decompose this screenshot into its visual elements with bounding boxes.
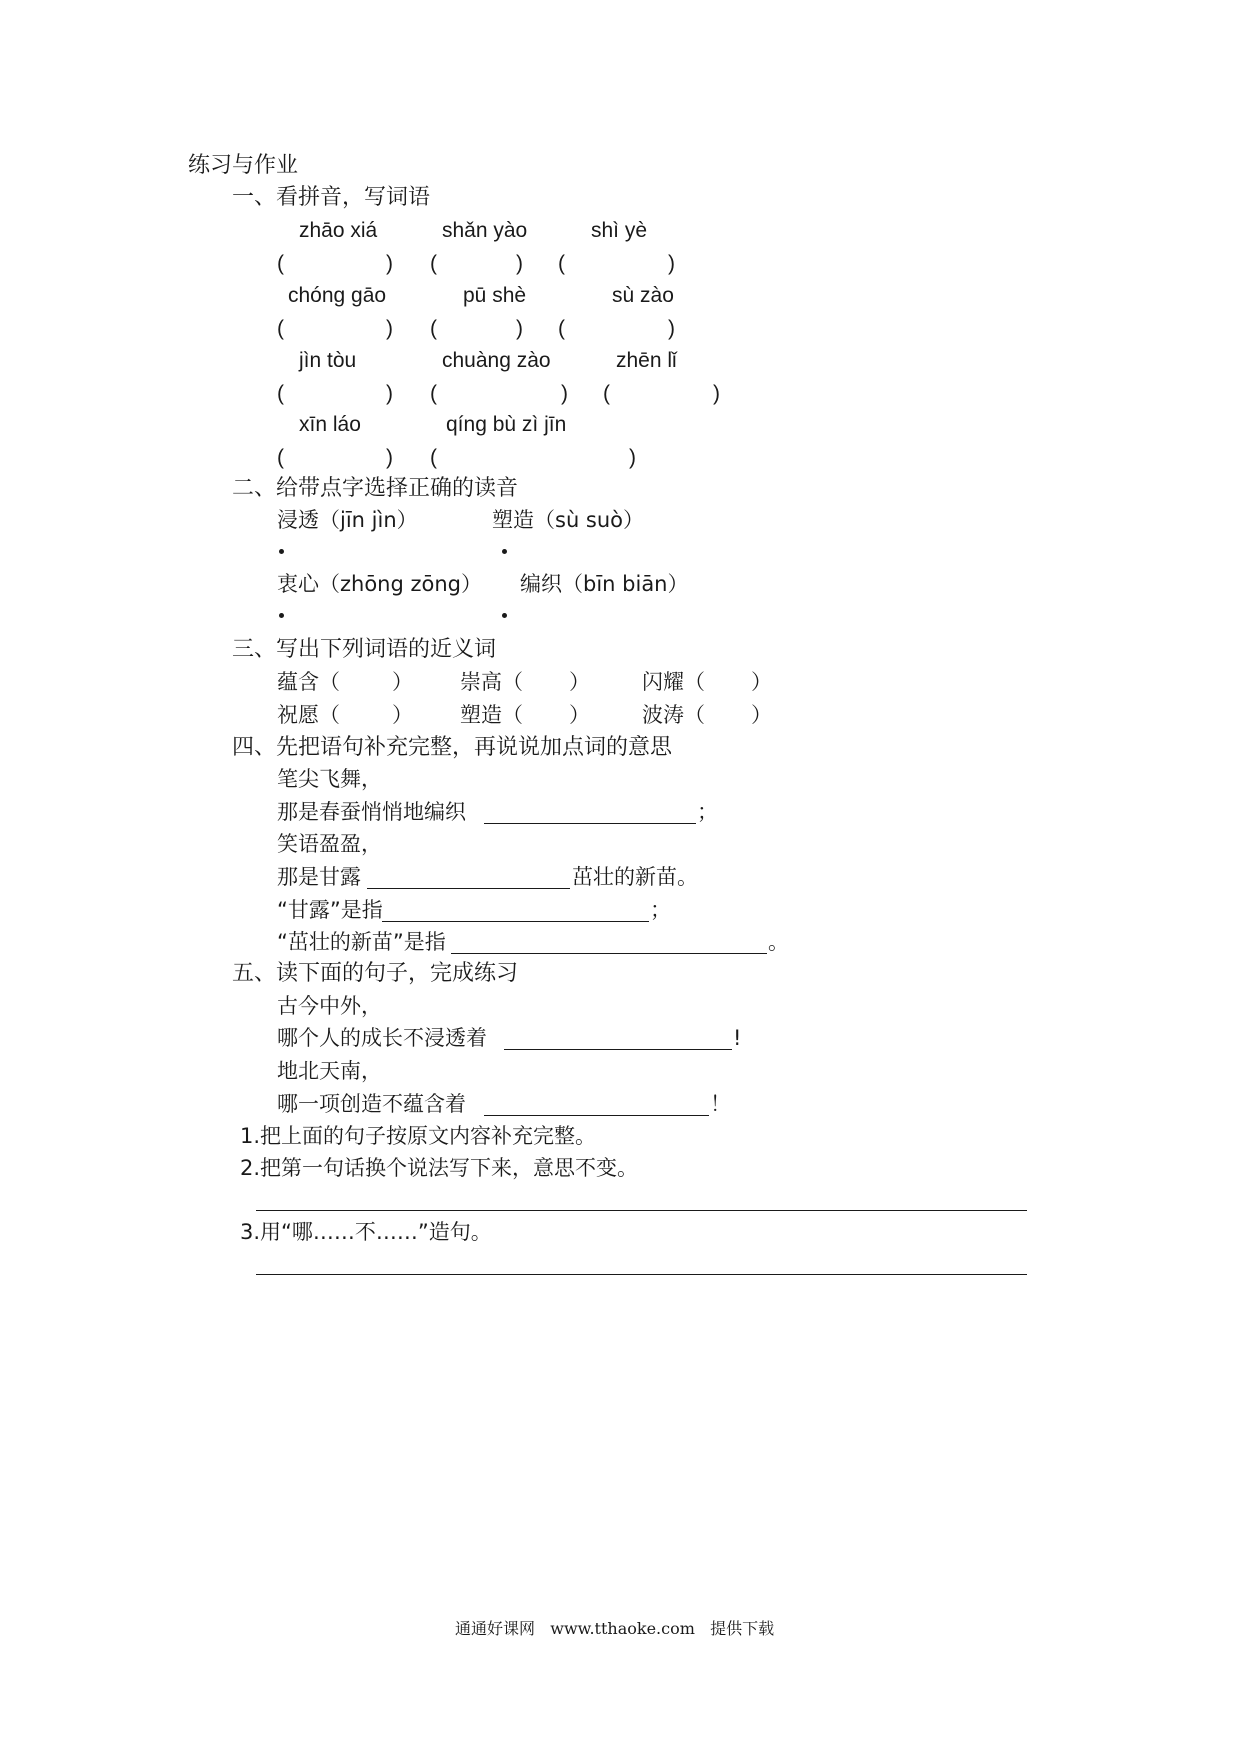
synonym-item: 祝愿（ ） [277,703,413,727]
fill-blank[interactable] [504,1049,732,1050]
fill-blank[interactable] [484,823,696,824]
synonym-item: 闪耀（ ） [642,670,772,694]
poem-punct: 。 [768,930,789,954]
reading-choice-item: 浸透（jīn jìn） [277,508,418,532]
answer-line[interactable] [256,1274,1027,1275]
pinyin-item: chuàng zào [442,349,551,372]
poem-punct: ! [733,1026,742,1050]
emphasis-dot [502,549,507,554]
poem-punct: ； [697,800,718,824]
reading-choice-item: 衷心（zhōng zōng） [277,572,483,596]
poem-punct: ； [650,898,671,922]
answer-paren-open: ( [277,252,284,275]
poem-line: 那是甘露 [277,865,361,889]
question-line: “茁壮的新苗”是指 [277,930,446,954]
synonym-word: 闪耀 [642,670,684,694]
fill-blank[interactable] [382,921,649,922]
question-item: 2.把第一句话换个说法写下来，意思不变。 [240,1156,639,1180]
section2-heading: 二、给带点字选择正确的读音 [232,476,519,501]
section1-heading: 一、看拼音，写词语 [232,185,431,210]
answer-paren-close: ) [668,252,675,275]
pinyin-item: shì yè [591,219,648,242]
answer-paren-open: ( [430,382,437,405]
answer-paren-open: ( [558,252,565,275]
poem-line-tail: 茁壮的新苗。 [572,865,698,889]
answer-paren-close: ) [668,317,675,340]
pinyin-item: sù zào [612,284,674,307]
page-title: 练习与作业 [188,153,299,178]
section4-heading: 四、先把语句补充完整，再说说加点词的意思 [232,735,673,760]
pinyin-item: xīn láo [299,413,361,436]
answer-line[interactable] [256,1210,1027,1211]
answer-paren-open: ( [277,317,284,340]
pinyin-item: shǎn yào [442,219,528,242]
question-item: 1.把上面的句子按原文内容补充完整。 [240,1124,597,1148]
answer-paren-open: ( [277,382,284,405]
answer-paren-open: ( [430,252,437,275]
synonym-word: 塑造 [460,703,502,727]
pinyin-item: pū shè [463,284,527,307]
poem-line: 古今中外， [277,994,382,1018]
answer-paren-open: ( [277,446,284,469]
answer-paren-close: ) [516,317,523,340]
section5-heading: 五、读下面的句子，完成练习 [232,961,519,986]
poem-punct: ！ [710,1092,731,1116]
synonym-item: 塑造（ ） [460,703,590,727]
synonym-item: 崇高（ ） [460,670,590,694]
answer-paren-open: ( [603,382,610,405]
question-item: 3.用“哪……不……”造句。 [240,1220,492,1244]
pinyin-item: chóng gāo [288,284,387,307]
pinyin-item: qíng bù zì jīn [446,413,567,436]
pinyin-item: zhēn lǐ [616,349,677,372]
emphasis-dot [279,613,284,618]
footer-credit: 通通好课网 www.tthaoke.com 提供下载 [455,1619,775,1638]
poem-line: 笑语盈盈， [277,832,382,856]
emphasis-dot [502,613,507,618]
answer-paren-close: ) [386,446,393,469]
synonym-word: 祝愿 [277,703,319,727]
answer-paren-close: ) [386,317,393,340]
synonym-item: 波涛（ ） [642,703,772,727]
synonym-item: 蕴含（ ） [277,670,413,694]
emphasis-dot [279,549,284,554]
section3-heading: 三、写出下列词语的近义词 [232,637,497,662]
question-line: “甘露”是指 [277,898,383,922]
answer-paren-close: ) [386,382,393,405]
answer-paren-close: ) [713,382,720,405]
pinyin-item: jìn tòu [299,349,357,372]
answer-paren-open: ( [430,317,437,340]
fill-blank[interactable] [484,1115,709,1116]
synonym-word: 崇高 [460,670,502,694]
answer-paren-close: ) [629,446,636,469]
answer-paren-close: ) [386,252,393,275]
answer-paren-open: ( [430,446,437,469]
synonym-word: 波涛 [642,703,684,727]
fill-blank[interactable] [367,888,570,889]
answer-paren-open: ( [558,317,565,340]
poem-line: 笔尖飞舞， [277,767,382,791]
pinyin-item: zhāo xiá [299,219,378,242]
synonym-word: 蕴含 [277,670,319,694]
reading-choice-item: 编织（bīn biān） [520,572,689,596]
answer-paren-close: ) [561,382,568,405]
poem-line: 地北天南， [277,1059,382,1083]
poem-line: 哪个人的成长不浸透着 [277,1026,487,1050]
poem-line: 哪一项创造不蕴含着 [277,1092,466,1116]
fill-blank[interactable] [451,953,767,954]
answer-paren-close: ) [516,252,523,275]
poem-line: 那是春蚕悄悄地编织 [277,800,466,824]
reading-choice-item: 塑造（sù suò） [492,508,645,532]
